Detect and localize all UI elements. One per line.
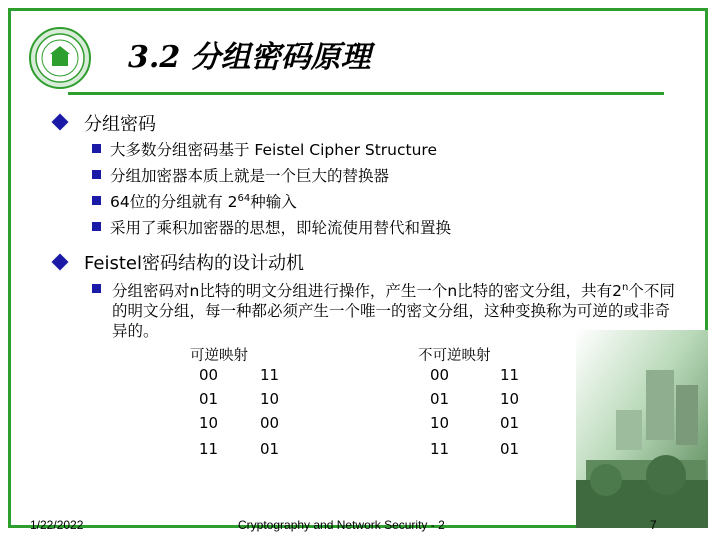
footer-title: Cryptography and Network Security - 2 xyxy=(238,518,445,532)
right-table-cell: 01 xyxy=(500,440,520,458)
sub-item-2: 分组加密器本质上就是一个巨大的替换器 xyxy=(110,167,390,185)
right-table-cell: 00 xyxy=(430,366,450,384)
square-bullet-icon xyxy=(92,170,101,179)
sub-item-3-tail: 种输入 xyxy=(250,193,297,211)
reversible-mapping-header: 可逆映射 xyxy=(190,348,248,364)
page-number: 7 xyxy=(650,518,657,532)
superscript-n: n xyxy=(622,282,629,293)
bullet-block-cipher: 分组密码 xyxy=(84,114,156,135)
square-bullet-icon xyxy=(92,284,101,293)
left-table-cell: 11 xyxy=(260,366,280,384)
left-table-cell: 01 xyxy=(260,440,280,458)
irreversible-mapping-header: 不可逆映射 xyxy=(418,348,491,364)
page-title: 3.2 分组密码原理 xyxy=(128,40,371,75)
footer-date: 1/22/2022 xyxy=(30,518,84,532)
right-table-cell: 10 xyxy=(430,414,450,432)
left-table-cell: 00 xyxy=(199,366,219,384)
right-table-cell: 10 xyxy=(500,390,520,408)
sub-item-3 xyxy=(110,190,297,212)
square-bullet-icon xyxy=(92,144,101,153)
para-text-b: 个不同的明文分组，每一种都必须产生一个唯一的密文分组，这种变换称为可逆的或非奇异的。 xyxy=(112,282,675,341)
left-table-cell: 00 xyxy=(260,414,280,432)
title-divider xyxy=(68,92,664,95)
sub-item-4: 采用了乘积加密器的思想，即轮流使用替代和置换 xyxy=(110,219,452,237)
superscript-64: 64 xyxy=(237,192,251,204)
university-logo xyxy=(28,26,92,90)
left-table-cell: 10 xyxy=(199,414,219,432)
right-table-cell: 01 xyxy=(430,390,450,408)
left-table-cell: 10 xyxy=(260,390,280,408)
para-text-a: 分组密码对n比特的明文分组进行操作，产生一个n比特的密文分组，共有2 xyxy=(112,282,623,301)
right-table-cell: 01 xyxy=(500,414,520,432)
left-table-cell: 11 xyxy=(199,440,219,458)
left-table-cell: 01 xyxy=(199,390,219,408)
square-bullet-icon xyxy=(92,196,101,205)
sub-item-3-text: 64位的分组就有 2 xyxy=(110,193,238,211)
right-table-cell: 11 xyxy=(430,440,450,458)
square-bullet-icon xyxy=(92,222,101,231)
sub-item-1: 大多数分组密码基于 Feistel Cipher Structure xyxy=(110,141,437,159)
campus-photo xyxy=(576,330,708,528)
right-table-cell: 11 xyxy=(500,366,520,384)
bullet-feistel-motivation: Feistel密码结构的设计动机 xyxy=(84,253,304,274)
